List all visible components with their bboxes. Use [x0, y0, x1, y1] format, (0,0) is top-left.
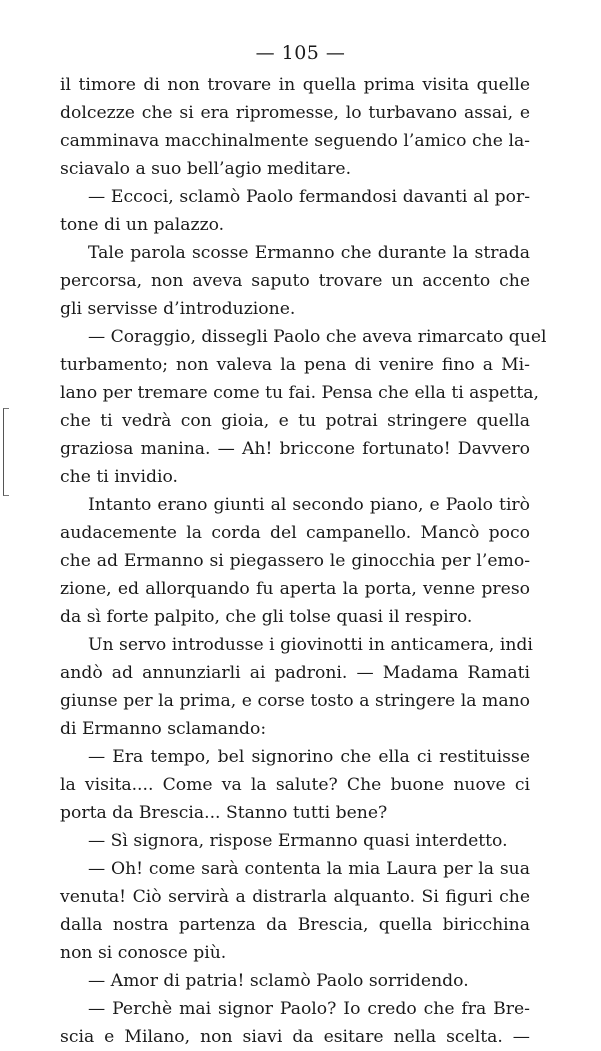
- text-line: che ad Ermanno si piegassero le ginocchia per l’emo-: [60, 551, 530, 571]
- text-line: — Era tempo, bel signorino che ella ci restituisse: [88, 747, 530, 767]
- text-line: zione, ed allorquando fu aperta la porta, venne preso: [60, 579, 530, 599]
- text-line: graziosa manina. — Ah! briccone fortunato! Davvero: [60, 439, 530, 459]
- text-line: Un servo introdusse i giovinotti in anticamera, indi: [88, 635, 533, 655]
- text-line: dolcezze che si era ripromesse, lo turbavano assai, e: [60, 103, 530, 123]
- margin-mark: [3, 408, 9, 496]
- text-line: camminava macchinalmente seguendo l’amico che la-: [60, 131, 530, 151]
- text-line: porta da Brescia... Stanno tutti bene?: [60, 803, 388, 823]
- text-line: — Sì signora, rispose Ermanno quasi interdetto.: [88, 831, 508, 851]
- text-line: turbamento; non valeva la pena di venire fino a Mi-: [60, 355, 530, 375]
- text-line: — Oh! come sarà contenta la mia Laura per la sua: [88, 859, 530, 879]
- text-line: non si conosce più.: [60, 943, 227, 963]
- page-number: — 105 —: [255, 42, 346, 64]
- text-line: — Coraggio, dissegli Paolo che aveva rimarcato quel: [88, 327, 547, 347]
- text-line: gli servisse d’introduzione.: [60, 299, 296, 319]
- text-line: venuta! Ciò servirà a distrarla alquanto. Si figuri che: [60, 887, 530, 907]
- text-line: giunse per la prima, e corse tosto a stringere la mano: [60, 691, 530, 711]
- body-text: [60, 71, 547, 1051]
- text-line: che ti vedrà con gioia, e tu potrai stringere quella: [60, 411, 530, 431]
- text-line: dalla nostra partenza da Brescia, quella biricchina: [60, 915, 530, 935]
- text-line: sciavalo a suo bell’agio meditare.: [60, 159, 352, 179]
- text-line: la visita.... Come va la salute? Che buone nuove ci: [60, 775, 530, 795]
- text-line: — Eccoci, sclamò Paolo fermandosi davanti al por-: [88, 187, 530, 207]
- text-line: lano per tremare come tu fai. Pensa che ella ti aspetta,: [60, 383, 539, 403]
- text-line: — Perchè mai signor Paolo? Io credo che fra Bre-: [88, 999, 530, 1019]
- text-line: di Ermanno sclamando:: [60, 719, 267, 739]
- text-line: andò ad annunziarli ai padroni. — Madama Ramati: [60, 663, 530, 683]
- text-line: il timore di non trovare in quella prima visita quelle: [60, 75, 530, 95]
- text-line: Intanto erano giunti al secondo piano, e Paolo tirò: [88, 495, 530, 515]
- text-line: Tale parola scosse Ermanno che durante la strada: [88, 243, 530, 263]
- text-line: percorsa, non aveva saputo trovare un accento che: [60, 271, 530, 291]
- text-line: audacemente la corda del campanello. Mancò poco: [60, 523, 530, 543]
- text-line: — Amor di patria! sclamò Paolo sorridendo.: [88, 971, 469, 991]
- text-line: tone di un palazzo.: [60, 215, 225, 235]
- text-line: scia e Milano, non siavi da esitare nella scelta. —: [60, 1027, 530, 1047]
- text-line: che ti invidio.: [60, 467, 178, 487]
- text-line: da sì forte palpito, che gli tolse quasi il respiro.: [60, 607, 473, 627]
